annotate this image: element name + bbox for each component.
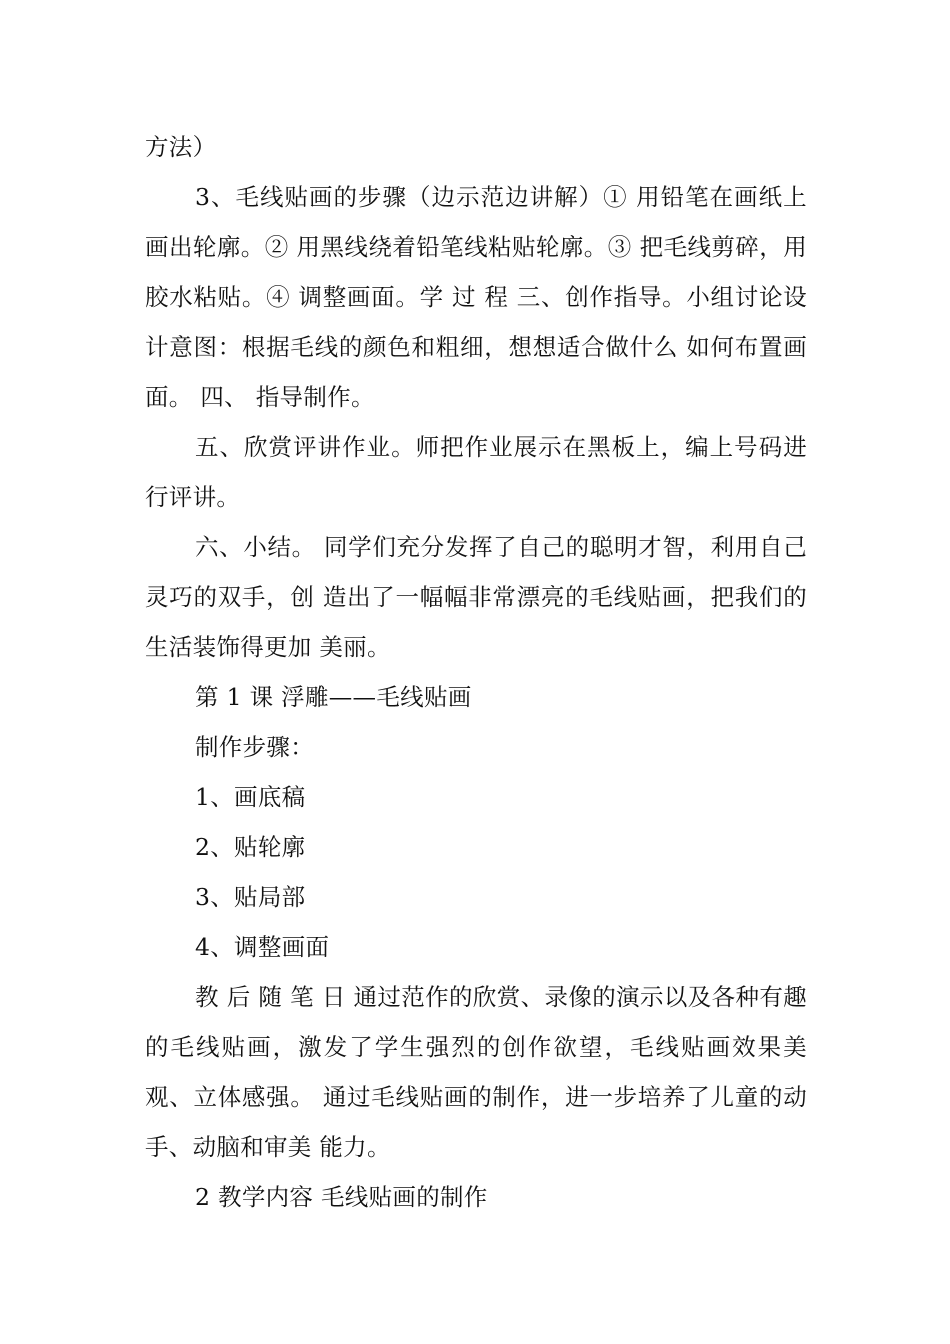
lesson-title: 第 1 课 浮雕——毛线贴画: [195, 683, 472, 711]
paragraph-appreciation: 五、欣赏评讲作业。师把作业展示在黑板上，编上号码进行评讲。: [145, 433, 807, 511]
steps-heading: 制作步骤：: [195, 733, 314, 761]
document-body: [145, 122, 807, 1222]
step-item-1: 1、画底稿: [195, 783, 306, 811]
paragraph-reflection: 教 后 随 笔 日 通过范作的欣赏、录像的演示以及各种有趣的毛线贴画，激发了学生强烈的创作欲望，毛线贴画效果美观、立体感强。 通过毛线贴画的制作，进一步培养了儿童的动手、动脑和审美 能力。: [145, 983, 807, 1161]
paragraph-method-continuation: 方法）: [145, 133, 217, 161]
teaching-content-heading: 2 教学内容 毛线贴画的制作: [195, 1183, 488, 1211]
paragraph-summary: 六、小结。 同学们充分发挥了自己的聪明才智，利用自己灵巧的双手，创 造出了一幅幅非常漂亮的毛线贴画，把我们的生活装饰得更加 美丽。: [145, 533, 807, 661]
paragraph-steps: 3、毛线贴画的步骤（边示范边讲解）① 用铅笔在画纸上画出轮廓。② 用黑线绕着铅笔线粘贴轮廓。③ 把毛线剪碎，用胶水粘贴。④ 调整画面。学 过 程 三、创作指导。小组讨论设计意图：根据毛线的颜色和粗细，想想适合做什么 如何布置画面。 四、 指导制作。: [145, 183, 807, 411]
step-item-3: 3、贴局部: [195, 883, 306, 911]
step-item-4: 4、调整画面: [195, 933, 330, 961]
step-item-2: 2、贴轮廓: [195, 833, 306, 861]
